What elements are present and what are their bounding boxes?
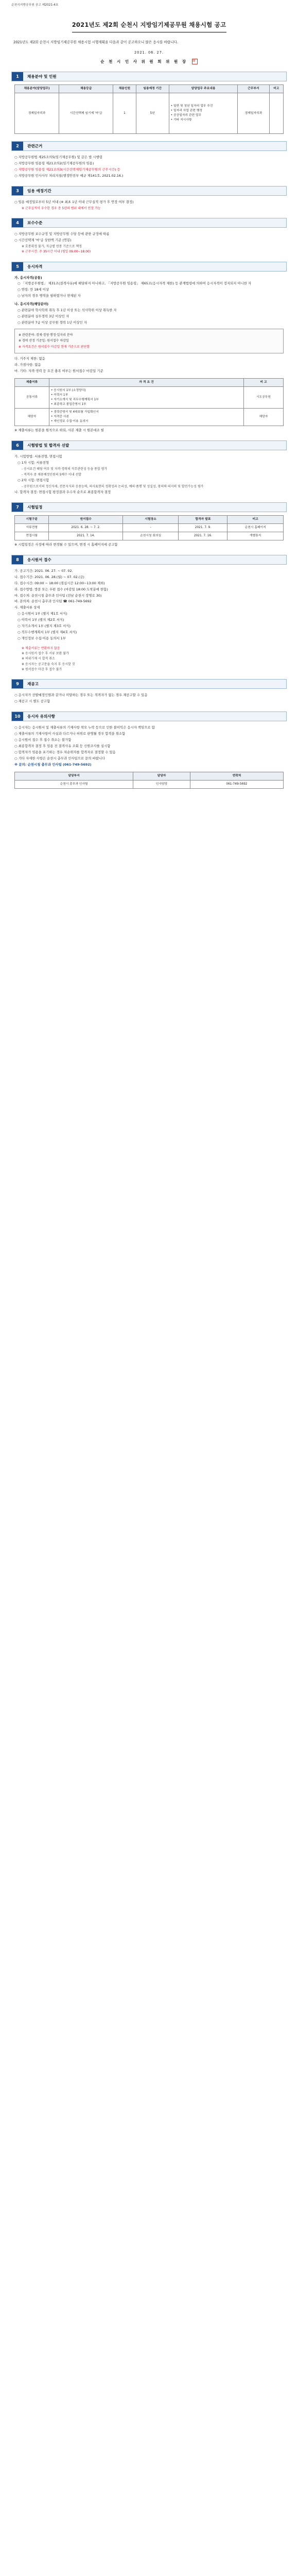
list-item: ○ 연령: 만 18세 이상 xyxy=(17,287,49,292)
documents-footer-note: ※ 제출서류는 원본을 원칙으로 하되, 사본 제출 시 원본대조 필 xyxy=(14,428,104,433)
note-line: ※ 원서접수 마감 후 접수 불가 xyxy=(22,668,62,672)
section-header-4 xyxy=(11,218,287,228)
table-cell: 해당자 xyxy=(15,409,49,426)
table-row xyxy=(15,386,284,409)
list-item: 나. 접수기간: 2021. 06. 28.(월) ~ 07. 02.(금) xyxy=(14,574,84,579)
section-number: 10 xyxy=(12,712,23,721)
table-header-cell: 시험장소 xyxy=(122,515,179,523)
section-header-8 xyxy=(11,555,287,565)
eligibility-block xyxy=(11,272,287,434)
list-heading: 나. 응시자격(해당분야) xyxy=(14,302,49,307)
table-header-cell: 채용분야(담당업무) xyxy=(15,85,59,93)
list-item: ○ 제출서류의 기재사항이 사실과 다르거나 허위로 판명될 경우 합격을 취소함 xyxy=(14,732,126,736)
section-label: 보수수준 xyxy=(27,221,43,226)
list-item: ○ 응시자는 응시원서 및 제출서류의 기재사항 착오 누락 등으로 인한 불이익은 응시자 책임으로 함 xyxy=(14,725,155,730)
table-row xyxy=(15,523,284,532)
list-item: ○ 최종합격자 결정 후 임용 전 결격사유 조회 등 신원조사를 실시함 xyxy=(14,743,111,748)
list-item: ○ 지방공무원 임용령 제21조의2(임기제공무원의 임용) xyxy=(14,161,94,166)
table-cell: • 응시원서 1부 (소정양식) • 이력서 1부 • 자기소개서 및 직무수행계획서 1부 • 최종학교 졸업증명서 1부 xyxy=(49,386,244,409)
application-block xyxy=(11,565,287,672)
table-cell: 2021. 7. 9. xyxy=(179,523,227,532)
table-header-cell: 비 고 xyxy=(244,378,284,386)
list-item: ○ 2차 시험: 면접시험 xyxy=(17,478,49,482)
table-header-cell: 근무부서 xyxy=(238,85,269,93)
list-item: 다. 접수시간: 09:00 ~ 18:00 (점심시간 12:00~13:00 제외) xyxy=(14,581,105,585)
section-label: 응시자격 xyxy=(27,264,43,269)
table-cell: 시간선택제 임기제 '마'급 xyxy=(59,93,113,134)
intro-text: 2021년도 제2회 순천시 지방임기제공무원 채용시험 시행계획을 다음과 같이 공고하오니 많은 응시를 바랍니다. xyxy=(13,40,179,44)
table-header-cell: 비고 xyxy=(227,515,284,523)
eligibility-note-box xyxy=(14,329,284,353)
table-row xyxy=(15,409,284,426)
list-heading: 가. 응시자격(공통) xyxy=(14,275,42,280)
list-item: ○ 개인정보 수집·이용 동의서 1부 xyxy=(17,636,66,640)
section-number: 9 xyxy=(12,680,23,688)
table-header-cell: 담당부서 xyxy=(15,772,133,780)
signer-name: 순 천 시 인 사 위 원 회 위 원 장 xyxy=(100,59,188,64)
note-line: ※ 제출서류는 반환하지 않음 xyxy=(22,646,60,650)
list-item: ○ 남자의 경우 병역을 필하였거나 면제된 자 xyxy=(17,294,81,298)
pay-block xyxy=(11,228,287,254)
signer-line xyxy=(11,59,287,65)
announcement-date: 2021. 06. 27. xyxy=(134,50,164,55)
table-header-cell: 제출서류 xyxy=(15,378,49,386)
section-label: 재공고 xyxy=(27,682,39,687)
exam-method-block xyxy=(11,450,287,495)
note-line: ※ 응시자는 공고문을 숙지 후 응시할 것 xyxy=(22,662,75,666)
table-cell: 2021. 7. 14. xyxy=(49,532,122,540)
section-header-10 xyxy=(11,711,287,721)
table-header-cell: 채용인원 xyxy=(113,85,136,93)
list-item: ○ 직무수행계획서 1부 (별지 제4호 서식) xyxy=(17,630,77,635)
section-number: 6 xyxy=(12,441,23,450)
table-cell: • 경력증명서 및 4대보험 가입확인서 • 자격증 사본 • 개인정보 수집·이용 동의서 xyxy=(49,409,244,426)
reannouncement-block xyxy=(11,689,287,704)
table-header-cell: 연락처 xyxy=(190,772,283,780)
list-item: 마. 기타: 자격·경력 등 요건 충족 여부는 원서접수 마감일 기준 xyxy=(14,368,103,373)
section-header-7 xyxy=(11,502,287,512)
list-item: ※ 문의: 순천시청 총무과 인사팀 (061-749-5692) xyxy=(14,762,92,767)
list-item: ○ 1차 시험: 서류전형 xyxy=(17,461,49,465)
list-item: ○ 관련분야 학사학위 취득 후 1년 이상 또는 석사학위 이상 취득한 자 xyxy=(17,308,117,313)
list-item: ○ 지방공무원 인사사무 처리지침(행정안전부 예규 제141호, 2021.02.16.) xyxy=(14,173,124,178)
list-item: ○ 응시자가 선발예정인원과 같거나 미달하는 경우 또는 적격자가 없는 경우 재공고할 수 있음 xyxy=(14,693,148,698)
list-item: ○ 자기소개서 1부 (별지 제3호 서식) xyxy=(17,624,71,629)
list-item: 나. 합격자 결정: 면접시험 평정결과 우수자 순으로 최종합격자 결정 xyxy=(14,490,111,495)
table-cell: 서류전형 xyxy=(15,523,49,532)
section-number: 3 xyxy=(12,187,23,195)
list-item: - 응시요건 해당 여부 및 자격·경력의 직무관련성 등을 종합 평가 xyxy=(22,467,108,471)
table-header-cell: 담당자 xyxy=(133,772,190,780)
table-cell: 면접시험 xyxy=(15,532,49,540)
section-label: 관련근거 xyxy=(27,144,43,149)
list-item: ○ 지방공무원법 제25조의5(임기제공무원) 및 같은 법 시행령 xyxy=(14,155,102,160)
section-header-9 xyxy=(11,679,287,689)
table-cell: 2021. 7. 16. xyxy=(179,532,227,540)
section-number: 2 xyxy=(12,142,23,150)
table-cell: 순천시 홈페이지 xyxy=(227,523,284,532)
table-cell: 2021. 6. 28. ~ 7. 2. xyxy=(49,523,122,532)
page-title: 2021년도 제2회 순천시 지방임기제공무원 채용시험 공고 xyxy=(72,21,226,28)
table-cell: 5년 xyxy=(136,93,169,134)
list-item: 사. 제출서류 상세 xyxy=(14,605,40,610)
section-number: 8 xyxy=(12,555,23,564)
list-item: ○ 합격자가 임용을 포기하는 경우 차순위자를 합격자로 결정할 수 있음 xyxy=(14,750,116,754)
table-header-cell: 자 격 요 건 xyxy=(49,378,244,386)
table-cell: 해당자 xyxy=(244,409,284,426)
term-block xyxy=(11,196,287,211)
table-header-cell: 시험구분 xyxy=(15,515,49,523)
table-cell: 공통서류 xyxy=(15,386,49,409)
table-cell: 061-749-5692 xyxy=(190,780,283,788)
table-header-cell: 채용등급 xyxy=(59,85,113,93)
list-item: ○ 기타 자세한 사항은 순천시 총무과 인사팀으로 문의 바랍니다 xyxy=(14,756,106,760)
table-cell: 개별통지 xyxy=(227,532,284,540)
schedule-note: ※ 시험일정은 사정에 따라 변경될 수 있으며, 변경 시 홈페이지에 공고함 xyxy=(14,542,118,547)
list-item: ○ 응시원서 1부 (별지 제1호 서식) xyxy=(17,612,67,616)
table-row xyxy=(15,93,284,134)
list-item: ○ 임용 예정일로부터 5년 이내 (※ 최초 1년 이내 근무실적 평가 후 연장 여부 결정) xyxy=(14,199,134,204)
list-item: ○ 지방공무원 임용령 제21조의3(시간선택제임기제공무원의 근무시간) 등 xyxy=(14,167,120,172)
note-line: ※ 자격요건은 원서접수 마감일 현재 기준으로 판단함 xyxy=(19,345,90,349)
list-item: ○ 지방공무원 보수규정 및 지방공무원 수당 등에 관한 규정에 따름 xyxy=(14,232,110,236)
section-header-6 xyxy=(11,440,287,450)
list-item: 라. 접수방법: 방문 또는 우편 접수 (마감일 18:00 도착분에 한함) xyxy=(14,587,108,591)
schedule-block xyxy=(11,512,287,548)
list-item: ※ 호봉획정 불가, 직급별 연봉 기준으로 책정 xyxy=(22,244,82,248)
list-item: 마. 접수처: 순천시청 총무과 인사팀 (전남 순천시 장명로 30) xyxy=(14,593,102,598)
list-item: ※ 근무실적이 우수한 경우 총 5년의 범위 내에서 연장 가능 xyxy=(22,206,101,210)
section-header-3 xyxy=(11,186,287,196)
table-header-cell: 원서접수 xyxy=(49,515,122,523)
section-header-1 xyxy=(11,72,287,81)
section-number: 1 xyxy=(12,72,23,81)
official-seal-icon: 印 xyxy=(192,59,198,64)
documents-table xyxy=(14,378,284,427)
top-note: 순천시지방공무원 공고 제2021-4호 xyxy=(11,4,59,7)
note-line: ※ 허위기재 시 합격 취소 xyxy=(22,657,55,661)
table-cell: 순천시 총무과 인사팀 xyxy=(15,780,133,788)
list-item: ○ 재공고 시 별도 공고함 xyxy=(14,699,50,704)
section-label: 채용분야 및 인원 xyxy=(27,74,57,79)
list-item: - 적격자 중 채용예정인원의 5배수 이내 선발 xyxy=(22,472,81,477)
legal-basis-block xyxy=(11,151,287,179)
section-number: 4 xyxy=(12,218,23,227)
table-cell: 경제일자리과 xyxy=(238,93,269,134)
table-cell: 1 xyxy=(113,93,136,134)
list-item: 라. 가점사항: 없음 xyxy=(14,362,41,367)
contact-table xyxy=(14,772,284,789)
note-line: ※ 응시원서 접수 후 서류 보완 불가 xyxy=(22,652,69,656)
list-item: ○ 시간선택제 '마'급 상한액 기준 (연봉) xyxy=(14,238,72,243)
section-number: 5 xyxy=(12,262,23,271)
section-number: 7 xyxy=(12,503,23,512)
table-cell: 순천시청 회의실 xyxy=(122,532,179,540)
section-header-5 xyxy=(11,262,287,272)
recruit-block xyxy=(11,81,287,134)
schedule-table xyxy=(14,515,284,540)
list-item: 다. 거주지 제한: 없음 xyxy=(14,356,45,361)
list-item: ○ 이력서 1부 (별지 제2호 서식) xyxy=(17,618,64,622)
recruit-table xyxy=(14,84,284,134)
note-line: ※ 경력 산정 기준일: 원서접수 마감일 xyxy=(19,339,69,343)
table-header-cell: 합격자 발표 xyxy=(179,515,227,523)
list-item: - 공무원으로서의 정신자세, 전문지식과 응용능력, 의사표현의 정확성과 논리성, 예의·품행 및 성실성, 창의력·의지력 및 발전가능성 평가 xyxy=(22,484,204,488)
table-cell: 인사담당 xyxy=(133,780,190,788)
list-item: ※ 근무시간: 주 35시간 이내 (평일 09:00~18:00) xyxy=(22,250,91,254)
list-item: 가. 시험방법: 서류전형, 면접시험 xyxy=(14,454,62,459)
section-label: 시험일정 xyxy=(27,504,43,510)
table-header-cell: 비고 xyxy=(269,85,283,93)
table-cell: 시도공무원 xyxy=(244,386,284,409)
table-header-cell: 임용예정 기간 xyxy=(136,85,169,93)
section-label: 응시원서 접수 xyxy=(27,557,51,562)
section-header-2 xyxy=(11,141,287,151)
table-header-cell: 담당업무 주요내용 xyxy=(169,85,238,93)
notice-block xyxy=(11,721,287,788)
list-item: ○ 응시원서 접수 후 접수 취소는 불가함 xyxy=(14,738,72,742)
table-row xyxy=(15,780,284,788)
section-label: 시험방법 및 합격자 선발 xyxy=(27,443,69,448)
section-label: 임용 예정기간 xyxy=(27,188,51,193)
list-item: 가. 공고기간: 2021. 06. 27. ~ 07. 02. xyxy=(14,568,73,573)
table-cell: 경제일자리과 xyxy=(15,93,59,134)
note-line: ※ 관련분야: 경제·경영·행정·일자리 분야 xyxy=(19,333,73,337)
table-row xyxy=(15,532,284,540)
list-item: ○ 관련분야 실무경력 3년 이상인 자 xyxy=(17,314,69,319)
list-item: ○ 관련분야 7급 이상 공무원 경력 1년 이상인 자 xyxy=(17,320,87,325)
table-cell: - xyxy=(122,523,179,532)
list-item: ○ 「지방공무원법」 제31조(결격사유)에 해당하지 아니하고, 「지방공무원 임용령」 제65조(응시자격 제한) 등 관계법령에 의하여 응시자격이 정지되지 아니한 자 xyxy=(17,281,252,286)
list-item: 바. 문의처: 순천시 총무과 인사팀 ☎ 061-749-5692 xyxy=(14,599,92,604)
table-cell: • 일반 및 청년 일자리 업무 추진 • 일자리 사업 관련 행정 • 공공일자리 관련 업무 • 기타 지시사항 xyxy=(169,93,238,134)
table-cell xyxy=(269,93,283,134)
section-label: 응시자 유의사항 xyxy=(27,714,55,719)
